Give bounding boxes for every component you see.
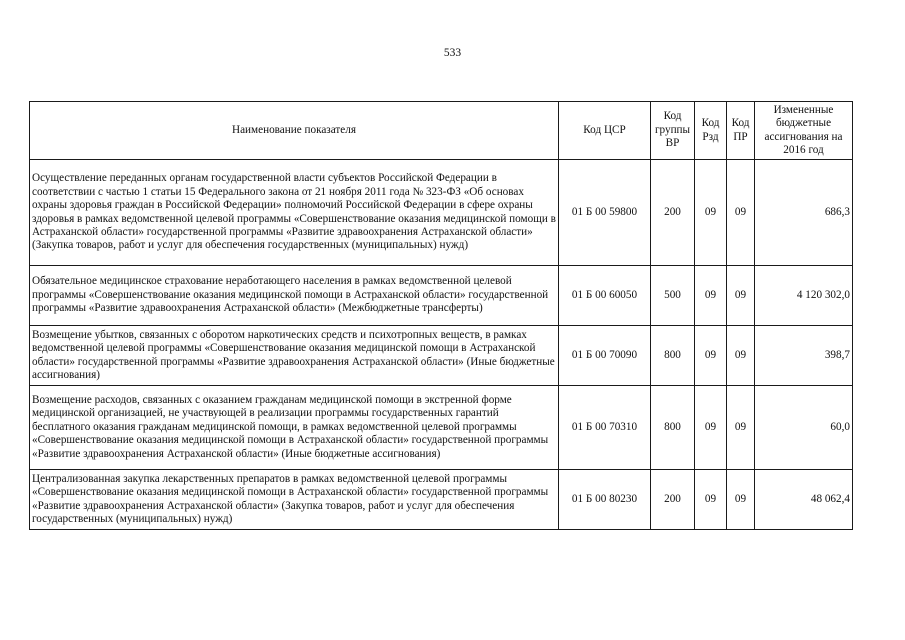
table-row — [30, 326, 853, 386]
row-pr-code: 09 — [727, 160, 755, 266]
header-rzd-code: Код Рзд — [695, 102, 727, 160]
row-amount: 48 062,4 — [755, 470, 853, 530]
row-pr-code: 09 — [727, 326, 755, 386]
row-amount: 60,0 — [755, 386, 853, 470]
row-rzd-code: 09 — [695, 266, 727, 326]
table-header-row — [30, 102, 853, 160]
row-csr-code: 01 Б 00 60050 — [559, 266, 651, 326]
row-csr-code: 01 Б 00 59800 — [559, 160, 651, 266]
row-amount: 398,7 — [755, 326, 853, 386]
row-indicator-name: Централизованная закупка лекарственных препаратов в рамках ведомственной целевой программы «Совершенствование оказания медицинской помощи в Астраханской области» государственной программы «Развитие здравоохранения Астраханской области» (Закупка товаров, работ и услуг для обеспечения государственных (муниципальных) нужд) — [30, 470, 559, 530]
row-vr-code: 500 — [651, 266, 695, 326]
row-vr-code: 800 — [651, 386, 695, 470]
row-pr-code: 09 — [727, 386, 755, 470]
header-pr-code: Код ПР — [727, 102, 755, 160]
header-indicator-name: Наименование показателя — [30, 102, 559, 160]
row-vr-code: 200 — [651, 160, 695, 266]
table-row — [30, 160, 853, 266]
row-csr-code: 01 Б 00 70090 — [559, 326, 651, 386]
row-indicator-name: Возмещение убытков, связанных с оборотом наркотических средств и психотропных веществ, в рамках ведомственной целевой программы «Совершенствование оказания медицинской помощи в Астраханской области» государственной программы «Развитие здравоохранения Астраханской области» (Иные бюджетные ассигнования) — [30, 326, 559, 386]
row-csr-code: 01 Б 00 80230 — [559, 470, 651, 530]
budget-allocation-table — [29, 101, 853, 530]
row-rzd-code: 09 — [695, 470, 727, 530]
header-vr-group-code: Код группы ВР — [651, 102, 695, 160]
table-row — [30, 386, 853, 470]
row-csr-code: 01 Б 00 70310 — [559, 386, 651, 470]
row-vr-code: 200 — [651, 470, 695, 530]
row-indicator-name: Обязательное медицинское страхование неработающего населения в рамках ведомственной целевой программы «Совершенствование оказания медицинской помощи в Астраханской области» государственной программы «Развитие здравоохранения Астраханской области» (Межбюджетные трансферты) — [30, 266, 559, 326]
row-rzd-code: 09 — [695, 160, 727, 266]
row-vr-code: 800 — [651, 326, 695, 386]
row-pr-code: 09 — [727, 266, 755, 326]
row-amount: 4 120 302,0 — [755, 266, 853, 326]
page-number: 533 — [443, 47, 462, 59]
table-row — [30, 470, 853, 530]
row-rzd-code: 09 — [695, 386, 727, 470]
row-pr-code: 09 — [727, 470, 755, 530]
table-row — [30, 266, 853, 326]
row-rzd-code: 09 — [695, 326, 727, 386]
row-amount: 686,3 — [755, 160, 853, 266]
row-indicator-name: Осуществление переданных органам государственной власти субъектов Российской Федерации в соответствии с частью 1 статьи 15 Федерального закона от 21 ноября 2011 года № 323-ФЗ «Об основах охраны здоровья граждан в Российской Федерации» полномочий Российской Федерации в сфере охраны здоровья в рамках ведомственной целевой программы «Совершенствование оказания медицинской помощи в Астраханской области» государственной программы «Развитие здравоохранения Астраханской области» (Закупка товаров, работ и услуг для обеспечения государственных (муниципальных) нужд) — [30, 160, 559, 266]
row-indicator-name: Возмещение расходов, связанных с оказанием гражданам медицинской помощи в экстренной форме медицинской организацией, не участвующей в реализации программы государственных гарантий бесплатного оказания гражданам медицинской помощи, в рамках ведомственной целевой программы «Совершенствование оказания медицинской помощи в Астраханской области» государственной программы «Развитие здравоохранения Астраханской области» (Иные бюджетные ассигнования) — [30, 386, 559, 470]
header-amended-allocations: Измененные бюджетные ассигнования на 2016 год — [755, 102, 853, 160]
header-csr-code: Код ЦСР — [559, 102, 651, 160]
